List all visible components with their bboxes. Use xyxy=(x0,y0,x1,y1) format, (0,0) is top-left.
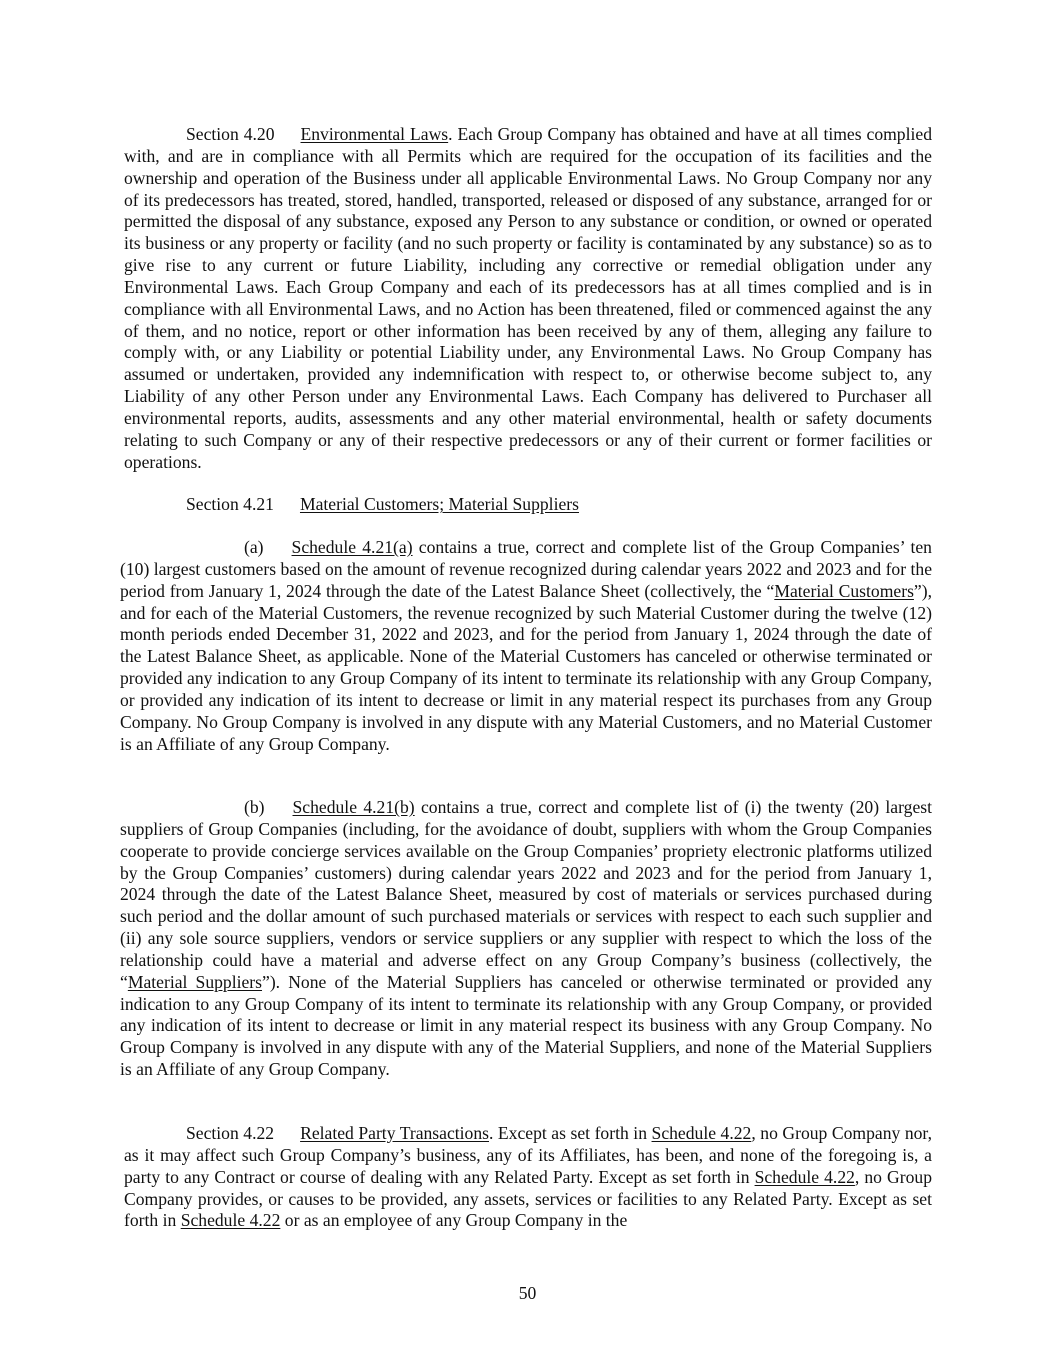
section-4-20 xyxy=(124,124,932,474)
section-4-21-title: Material Customers; Material Suppliers xyxy=(299,494,579,514)
page-number: 50 xyxy=(518,1283,537,1303)
section-4-20-label: Section 4.20 xyxy=(186,124,275,144)
section-4-21-b xyxy=(120,797,932,1081)
subsection-a-marker: (a) xyxy=(244,537,264,557)
schedule-4-21-a-ref: Schedule 4.21(a) xyxy=(291,537,413,557)
schedule-4-22-ref-1: Schedule 4.22 xyxy=(651,1123,752,1143)
section-4-22-text-1: . Except as set forth in xyxy=(489,1123,652,1143)
section-4-22-text-3: , no Group Company provides, or causes to be provided, any assets, services or facilities to any Related Party. Except as set forth in xyxy=(124,1166,932,1231)
section-4-22-text-2: , no Group Company nor, as it may affect such Group Company’s business, any of its Affiliates, has been, and none of the foregoing is, a party to any Contract or course of dealing with any Related Party. Except as set forth in xyxy=(124,1123,932,1187)
section-4-21-label: Section 4.21 xyxy=(186,494,274,514)
material-suppliers-term: Material Suppliers xyxy=(127,971,263,992)
section-4-22 xyxy=(124,1123,932,1232)
schedule-4-21-b-ref: Schedule 4.21(b) xyxy=(292,797,415,817)
section-4-21-a xyxy=(120,537,932,755)
section-4-22-label: Section 4.22 xyxy=(186,1123,275,1143)
material-customers-term: Material Customers xyxy=(774,580,914,601)
section-4-20-body: . Each Group Company has obtained and have at all times complied with, and are in compliance with all Permits which are required for the occupation of its facilities and the ownership and operation of the Business under all applicable Environmental Laws. No Group Company nor any of its predecessors has treated, stored, handled, transported, released or disposed of any substance, arranged for or permitted the disposal of any substance, exposed any Person to any substance or condition, or owned or operated its business or any property or facility (and no such property or facility is contaminated by any substance) so as to give rise to any current or future Liability, including any corrective or remedial obligation under any Environmental Laws. Each Group Company and each of its predecessors has at all times complied and is in compliance with all Environmental Laws, and no Action has been threatened, filed or commenced against the any of them, and no notice, report or other information has been received by any of them, alleging any failure to comply with, or any Liability or potential Liability under, any Environmental Laws. No Group Company has assumed or undertaken, provided any indemnification with respect to, or otherwise become subject to, any Liability of any other Person under any Environmental Laws. Each Company has delivered to Purchaser all environmental reports, audits, assessments and any other material environmental, health or safety documents relating to such Company or any of their respective predecessors or any of their current or former facilities or operations. xyxy=(124,124,932,472)
section-4-22-title: Related Party Transactions xyxy=(300,1123,489,1143)
subsection-a-text-1: contains a true, correct and complete list of the Group Companies’ ten (10) largest customers based on the amount of revenue recognized during calendar years 2022 and 2023 and for the period from January 1, 2024 through the date of the Latest Balance Sheet (collectively, the “ xyxy=(120,537,932,601)
section-4-20-title: Environmental Laws xyxy=(300,124,449,144)
subsection-b-text-2: ”). None of the Material Suppliers has canceled or otherwise terminated or provided any indication to any Group Company of its intent to terminate its relationship with any Group Company, or provided any indication of its intent to decrease or limit in any material respect its business with any Group Company. No Group Company is involved in any dispute with any of the Material Suppliers, and none of the Material Suppliers is an Affiliate of any Group Company. xyxy=(120,971,932,1080)
schedule-4-22-ref-3: Schedule 4.22 xyxy=(180,1210,281,1231)
section-4-22-text-4: or as an employee of any Group Company in the xyxy=(280,1210,628,1231)
schedule-4-22-ref-2: Schedule 4.22 xyxy=(754,1166,855,1187)
subsection-b-text-1: contains a true, correct and complete list of (i) the twenty (20) largest suppliers of Group Companies (including, for the avoidance of doubt, suppliers with whom the Group Companies cooperate to provide concierge services available on the Group Companies’ propriety electronic platforms utilized by the Group Companies’ customers) during calendar years 2022 and 2023 and for the period from January 1, 2024 through the date of the Latest Balance Sheet, measured by cost of materials or services purchased during such period and the dollar amount of such purchased materials or services with respect to each such supplier and (ii) any sole source suppliers, vendors or service suppliers or any supplier with respect to which the loss of the relationship could have a material and adverse effect on any Group Company’s business (collectively, the “ xyxy=(120,797,932,992)
subsection-a-text-2: ”), and for each of the Material Customers, the revenue recognized by such Material Customer during the twelve (12) month periods ended December 31, 2022 and 2023, and for the period from January 1, 2024 through the date of the Latest Balance Sheet, as applicable. None of the Material Customers has canceled or otherwise terminated or provided any indication to any Group Company of its intent to terminate its relationship with any Group Company, or provided any indication of its intent to decrease or limit in any material respect its purchases from any Group Company. No Group Company is involved in any dispute with any Material Customers, and no Material Customer is an Affiliate of any Group Company. xyxy=(120,580,932,754)
subsection-b-marker: (b) xyxy=(244,797,265,817)
section-4-21 xyxy=(124,494,932,516)
